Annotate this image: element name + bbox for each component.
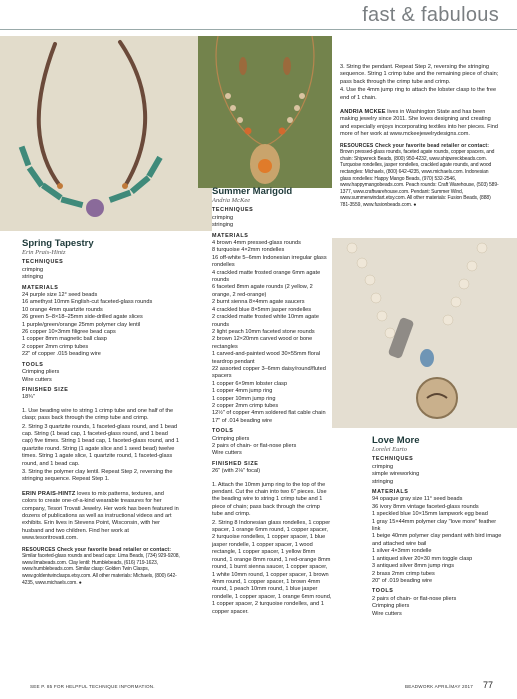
- material-item: 94 opaque gray size 11° seed beads: [372, 496, 463, 503]
- tools-heading: TOOLS: [372, 588, 394, 595]
- tool-item: Crimping pliers: [22, 369, 60, 376]
- bio-name: ERIN PRAIS-HINTZ: [22, 490, 76, 497]
- material-item: 10 orange 4mm quartzite rounds: [22, 306, 103, 313]
- material-item: 2 light peach 10mm faceted stone rounds: [212, 328, 315, 335]
- summer-marigold-project: [212, 186, 332, 617]
- material-item: 36 ivory 8mm vintage faceted-glass rounds: [372, 503, 479, 510]
- material-item: 12½" of copper 4mm soldered flat cable chain: [212, 410, 326, 417]
- tools-heading: TOOLS: [22, 361, 44, 368]
- material-item: 1 beige 40mm polymer clay pendant with bird image and attached wire bail: [372, 533, 502, 547]
- material-item: 1 copper 10mm jump ring: [212, 395, 276, 402]
- material-item: 2 crackled matte frosted white 10mm agate rounds: [212, 314, 319, 328]
- tool-item: Wire cutters: [212, 450, 242, 457]
- techniques-heading: TECHNIQUES: [372, 456, 414, 463]
- footer-technique-note: SEE P. 85 FOR HELPFUL TECHNIQUE INFORMATION.: [30, 684, 155, 689]
- technique-item: crimping: [22, 266, 44, 273]
- material-item: 2 copper 2mm crimp tubes: [212, 402, 279, 409]
- tool-item: Crimping pliers: [372, 603, 410, 610]
- love-more-photo: [332, 238, 517, 428]
- materials-heading: MATERIALS: [212, 232, 249, 239]
- tool-item: 2 pairs of chain- or flat-nose pliers: [372, 595, 457, 602]
- material-item: 2 brown 12×20mm carved wood or bone rectangles: [212, 336, 313, 350]
- material-item: 1 silver 4×3mm rondelle: [372, 548, 432, 555]
- resources: [340, 143, 500, 209]
- technique-item: crimping: [372, 463, 394, 470]
- material-item: 8 turquoise 4×2mm rondelles: [212, 247, 285, 254]
- material-item: 1 antiqued silver 20×30 mm toggle clasp: [372, 555, 473, 562]
- resources-intro: Check your favorite bead retailer or contact:: [55, 546, 172, 553]
- instructions: [212, 482, 332, 616]
- material-item: 2 copper 2mm crimp tubes: [22, 343, 89, 350]
- technique-item: stringing: [22, 274, 44, 281]
- material-item: 17" of .014 beading wire: [212, 417, 273, 424]
- material-item: 2 burnt sienna 8×4mm agate saucers: [212, 299, 305, 306]
- resources: [22, 547, 180, 587]
- bio-name: ANDRIA MCKEE: [340, 109, 386, 116]
- materials-heading: MATERIALS: [22, 284, 59, 291]
- material-item: 4 crackled matte frosted orange 6mm agate rounds: [212, 269, 321, 284]
- step: 1. Use beading wire to string 1 crimp tube and one half of the clasp; pass back through the crimp tube and crimp.: [22, 407, 174, 422]
- love-more-project: [372, 435, 504, 618]
- material-item: 1 copper 4mm jump ring: [212, 388, 273, 395]
- material-item: 1 speckled blue 10×15mm lampwork egg bead: [372, 511, 488, 518]
- tool-item: Crimping pliers: [212, 435, 250, 442]
- finished-size: 26" (with 2⅛" focal): [212, 468, 261, 475]
- step: 4. Use the 4mm jump ring to attach the lobster clasp to the free end of 1 chain.: [340, 87, 497, 101]
- designer-name: Andria McKee: [212, 197, 251, 204]
- spring-tapestry-project: [22, 238, 180, 587]
- tools-heading: TOOLS: [212, 428, 234, 435]
- project-title: Love More: [372, 435, 420, 446]
- finished-size: 18¾": [22, 394, 35, 401]
- resources-text: Brown pressed-glass rounds, faceted agate rounds, copper spacers, and chain: Shipwreck Beads, (800) 950-4232, www.shipwreckbeads.com. Turquoise rondelles, jasper rondelles, crackled agate rounds, and wood rectangles: Michaels, (800) 642-4235, www.michaels.com. Indonesian glass rondelles: Happy Mango Beads, (970) 532-2546, www.happymangobeads.com. Peach rounds: Craft Warehouse, (503) 589-1377, www.craftwarehouse.com. Pendant: Summer Wind, www.summerwindart.etsy.com. All other materials: Fusion Beads, (888) 781-3559, www.fusionbeads.com. ●: [340, 149, 499, 208]
- resources-text: Similar faceted-glass rounds and bead caps: Lima Beads, (734) 929-9208, www.limabeads.com. Clay lentil: Humblebeads, (616) 719-1623, www.humblebeads.com. Similar clasp: Golden Twin Clasps, www.goldentwinclasps.etsy.com. All other materials: Michaels, (800) 642-4235, www.michaels.com. ●: [22, 553, 180, 586]
- instructions: [22, 408, 180, 484]
- materials-heading: MATERIALS: [372, 489, 409, 496]
- material-item: 26 green 5–8×18–25mm side-drilled agate slices: [22, 314, 143, 321]
- material-item: 3 antiqued silver 8mm jump rings: [372, 563, 455, 570]
- material-item: 6 faceted 8mm agate rounds (2 yellow, 2 orange, 2 red-orange): [212, 284, 313, 298]
- material-item: 26 copper 10×3mm filigree bead caps: [22, 329, 116, 336]
- material-item: 1 gray 15×44mm polymer clay "love more" feather link: [372, 518, 497, 533]
- material-item: 24 purple size 12° seed beads: [22, 292, 98, 299]
- material-item: 4 crackled blue 8×5mm jasper rondelles: [212, 306, 312, 313]
- designer-name: Lorelei Eurto: [372, 446, 407, 453]
- finished-size-heading: FINISHED SIZE: [22, 386, 69, 393]
- designer-bio: [340, 109, 500, 139]
- page-number: 77: [483, 680, 494, 690]
- bio-text: loves to mix patterns, textures, and colors to create one-of-a-kind wearable treasures for her company, Tesori Trovati Jewelry. Her work has been featured in dozens of publications as well as instructional videos and art exhibits. Erin lives in Stevens Point, Wisconsin, with her husband and two children. Find her work at www.tesoritrovati.com.: [22, 490, 179, 542]
- instructions-continued: [340, 64, 500, 102]
- technique-item: stringing: [212, 222, 234, 229]
- designer-bio: [22, 491, 180, 543]
- material-item: 1 copper 6×9mm lobster clasp: [212, 380, 288, 387]
- step: 2. String 8 Indonesian glass rondelles, 1 copper spacer, 1 orange 6mm round, 1 copper spacer, 2 turquoise rondelles, 1 copper spacer, 1 blue jasper rondelle, 1 copper spacer, 1 wood rectangle, 1 copper spacer, 1 yellow 8mm round, 1 orange 8mm round, 1 red-orange 8mm round, 1 burnt sienna saucer, 1 copper spacer, 1 white 10mm round, 1 copper spacer, 1 brown 4mm round, 1 copper spacer, 1 brown 4mm round, 1 peach 10mm round, 1 blue jasper rondelle, 1 copper spacer, 1 orange 6mm round, 1 copper spacer, 2 turquoise rondelles, and 1 copper spacer.: [212, 519, 332, 615]
- tool-item: Wire cutters: [372, 610, 402, 617]
- technique-item: stringing: [372, 478, 394, 485]
- project-title: Summer Marigold: [212, 186, 293, 197]
- material-item: 1 copper 8mm magnetic ball clasp: [22, 336, 107, 343]
- material-item: 2 brass 2mm crimp tubes: [372, 570, 435, 577]
- resources-heading: RESOURCES: [22, 546, 56, 553]
- resources-heading: RESOURCES: [340, 142, 374, 149]
- step: 2. String 3 quartzite rounds, 1 faceted-glass round, and 1 bead cap. String (1 bead cap, 1 faceted-glass round, and 1 bead cap) five times. String 1 bead cap, 1 faceted-glass round, and 1 quartzite round. String (1 agate slice and 1 seed bead) twelve times. String 1 agate slice, 1 quartzite round, 1 faceted-glass round, and 1 bead cap.: [22, 423, 180, 467]
- resources-intro: Check your favorite bead retailer or contact:: [373, 142, 490, 149]
- summer-marigold-continued: [340, 64, 500, 210]
- tool-item: Wire cutters: [22, 376, 52, 383]
- footer-magazine-issue: BEADWORK APRIL/MAY 2017: [405, 684, 474, 689]
- project-title: Spring Tapestry: [22, 238, 94, 249]
- tool-item: 2 pairs of chain- or flat-nose pliers: [212, 443, 297, 449]
- material-item: 16 off-white 5–6mm Indonesian irregular glass rondelles: [212, 254, 327, 269]
- technique-item: simple wireworking: [372, 471, 420, 478]
- material-item: 1 purple/green/orange 25mm polymer clay lentil: [22, 321, 141, 328]
- material-item: 20" of .019 beading wire: [372, 577, 433, 584]
- spring-tapestry-photo: [0, 36, 212, 231]
- material-item: 1 carved-and-painted wood 30×55mm floral teardrop pendant: [212, 351, 321, 365]
- section-title: fast & fabulous: [362, 4, 499, 26]
- step: 3. String the pendant. Repeat Step 2, reversing the stringing sequence. String 1 crimp tube and the remaining piece of chain; pass back through the crimp tube and crimp.: [340, 64, 499, 85]
- header-rule: [0, 29, 517, 30]
- material-item: 22" of copper .015 beading wire: [22, 351, 101, 358]
- bio-text: lives in Washington State and has been making jewelry since 2011. She loves designing and creating and especially enjoys incorporating textiles into her pieces. Find more of her work at www.mckeejewelrydesigns.com.: [340, 109, 498, 138]
- step: 3. String the polymer clay lentil. Repeat Step 2, reversing the stringing sequence. Repeat Step 1.: [22, 468, 173, 483]
- techniques-heading: TECHNIQUES: [22, 259, 64, 266]
- techniques-heading: TECHNIQUES: [212, 207, 254, 214]
- material-item: 22 assorted copper 3–6mm daisy/round/fluted spacers: [212, 365, 326, 380]
- finished-size-heading: FINISHED SIZE: [212, 460, 259, 467]
- material-item: 4 brown 4mm pressed-glass rounds: [212, 240, 301, 247]
- step: 1. Attach the 10mm jump ring to the top of the pendant. Cut the chain into two 6" pieces. Use the beading wire to string 1 crimp tube and 1 piece of chain; pass back through the crimp tube and crimp.: [212, 481, 327, 518]
- material-item: 16 amethyst 10mm English-cut faceted-glass rounds: [22, 299, 153, 306]
- summer-marigold-photo: [198, 36, 332, 188]
- technique-item: crimping: [212, 214, 234, 221]
- designer-name: Erin Prais-Hintz: [22, 249, 66, 256]
